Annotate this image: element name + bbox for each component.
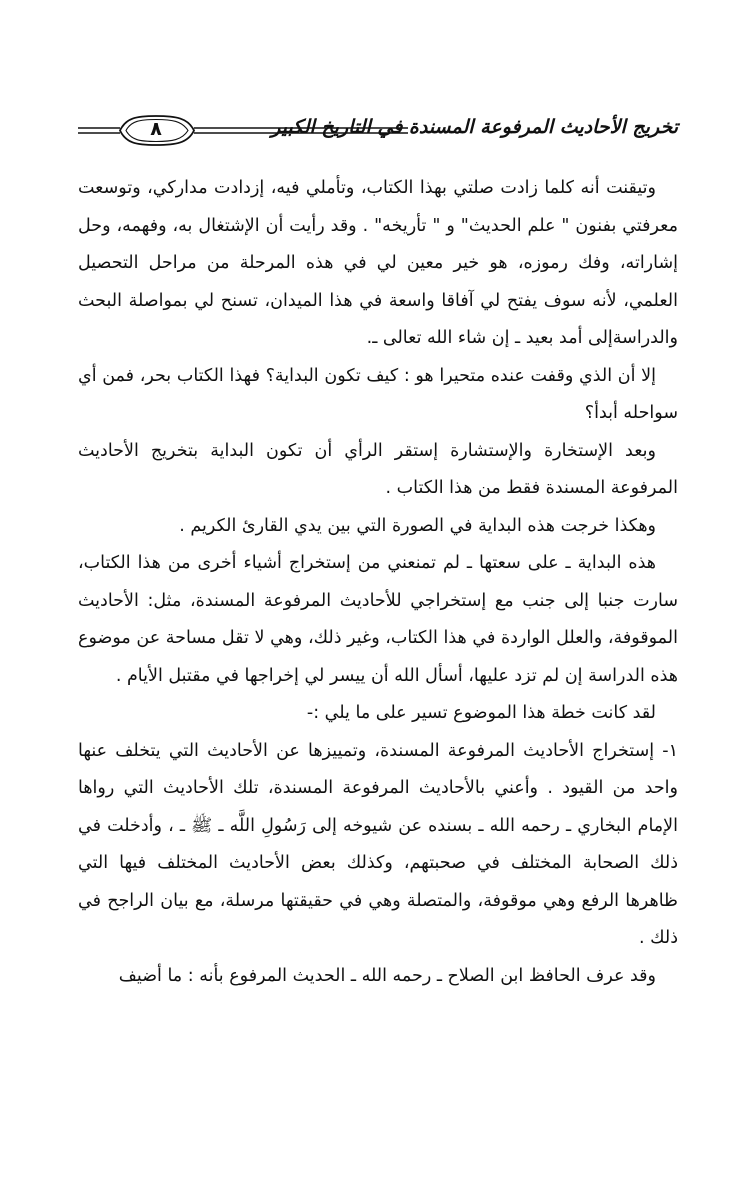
paragraph: وقد عرف الحافظ ابن الصلاح ـ رحمه الله ـ الحديث المرفوع بأنه : ما أضيف <box>118 965 656 986</box>
paragraph: وهكذا خرجت هذه البداية في الصورة التي بين يدي القارئ الكريم . <box>179 515 656 536</box>
paragraph: وبعد الإستخارة والإستشارة إستقر الرأي أن تكون البداية بتخريج الأحاديث المرفوعة المسندة فقط من هذا الكتاب . <box>78 440 678 498</box>
running-title: تخريج الأحاديث المرفوعة المسندة في التاريخ الكبير <box>271 116 678 138</box>
body-text <box>78 170 678 995</box>
paragraph: هذه البداية ـ على سعتها ـ لم تمنعني من إستخراج أشياء أخرى من هذا الكتاب، سارت جنبا إلى جنب مع إستخراجي للأحاديث المرفوعة المسندة، مثل: الأحاديث الموقوفة، والعلل الواردة في هذا الكتاب، وغير ذلك، وهي لا تقل مساحة عن موضوع هذه الدراسة إن لم تزد عليها، أسأل الله أن ييسر لي إخراجها في مقتبل الأيام . <box>78 553 678 686</box>
running-header <box>78 112 678 152</box>
paragraph: وتيقنت أنه كلما زادت صلتي بهذا الكتاب، وتأملي فيه، إزدادت مداركي، وتوسعت معرفتي بفنون " علم الحديث" و " تأريخه" . وقد رأيت أن الإشتغال به، وفهمه، وحل إشاراته، وفك رموزه، هو خير معين لي في هذه المرحلة من مراحل التحصيل العلمي، لأنه سوف يفتح لي آفاقا واسعة في هذا الميدان، تسنح لي بمواصلة البحث والدراسةإلى أمد بعيد ـ إن شاء الله تعالى ـ. <box>78 178 678 348</box>
page-number: ٨ <box>150 118 162 140</box>
paragraph: لقد كانت خطة هذا الموضوع تسير على ما يلي :- <box>306 703 656 723</box>
paragraph: ١- إستخراج الأحاديث المرفوعة المسندة، وتمييزها عن الأحاديث التي يتخلف عنها واحد من القيود . وأعني بالأحاديث المرفوعة المسندة، تلك الأحاديث التي رواها الإمام البخاري ـ رحمه الله ـ بسنده عن شيوخه إلى رَسُولِ اللَّه ـ ﷺ ـ ، وأدخلت في ذلك الصحابة المختلف في صحبتهم، وكذلك بعض الأحاديث المختلف فيها التي ظاهرها الرفع وهي موقوفة، والمتصلة وهي في حقيقتها مرسلة، مع بيان الراجح في ذلك . <box>78 740 678 948</box>
paragraph: إلا أن الذي وقفت عنده متحيرا هو : كيف تكون البداية؟ فهذا الكتاب بحر، فمن أي سواحله أبدأ؟ <box>78 365 678 423</box>
